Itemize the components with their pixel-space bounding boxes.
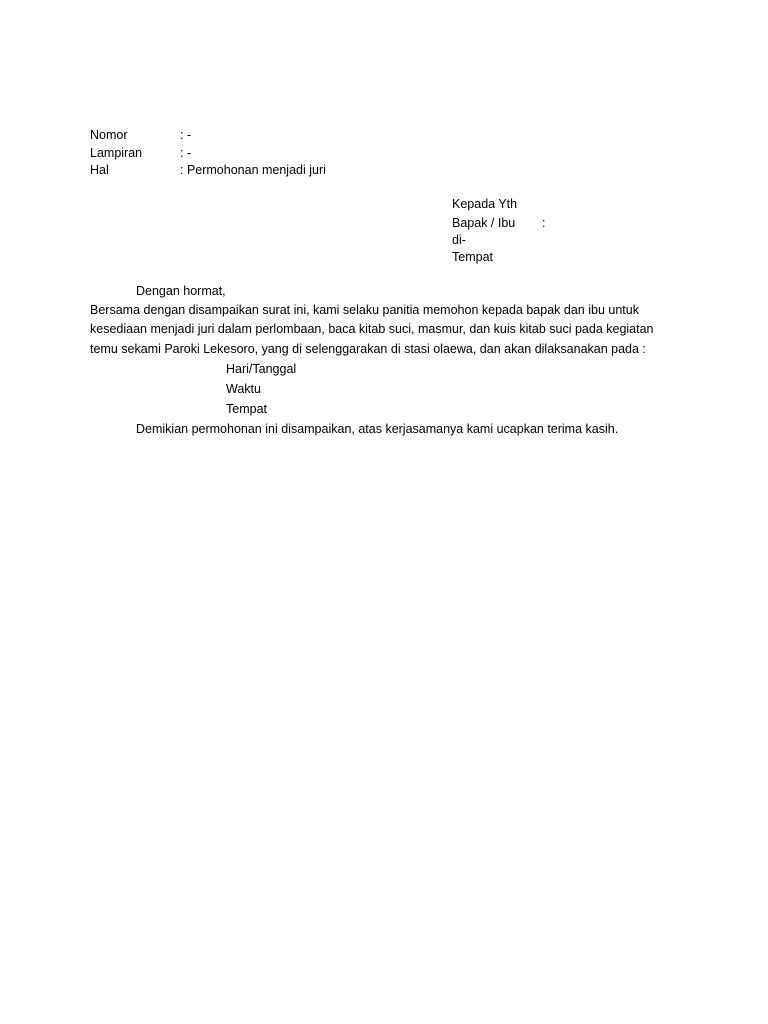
recipient-line-tempat: Tempat xyxy=(452,250,493,264)
detail-waktu: Waktu xyxy=(226,382,261,396)
nomor-value: : - xyxy=(180,128,192,142)
paragraph-line: Bersama dengan disampaikan surat ini, kami selaku panitia memohon kepada bapak dan ibu untuk xyxy=(90,303,639,317)
detail-hari-tanggal: Hari/Tanggal xyxy=(226,362,297,376)
paragraph-line: kesediaan menjadi juri dalam perlombaan, baca kitab suci, masmur, dan kuis kitab suci pada kegiatan xyxy=(90,322,654,336)
paragraph-line: temu sekami Paroki Lekesoro, yang di selenggarakan di stasi olaewa, dan akan dilaksanakan pada : xyxy=(90,342,646,356)
hal-value: : Permohonan menjadi juri xyxy=(180,163,326,177)
recipient-colon: : xyxy=(542,216,546,230)
recipient-line-di: di- xyxy=(452,233,466,247)
recipient-line-kepada: Kepada Yth xyxy=(452,197,518,211)
lampiran-label: Lampiran xyxy=(90,146,143,160)
greeting: Dengan hormat, xyxy=(136,284,226,298)
lampiran-value: : - xyxy=(180,146,192,160)
recipient-line-bapak-ibu: Bapak / Ibu xyxy=(452,216,516,230)
nomor-label: Nomor xyxy=(90,128,128,142)
closing-sentence: Demikian permohonan ini disampaikan, atas kerjasamanya kami ucapkan terima kasih. xyxy=(136,422,619,436)
hal-label: Hal xyxy=(90,163,109,177)
detail-tempat: Tempat xyxy=(226,402,267,416)
